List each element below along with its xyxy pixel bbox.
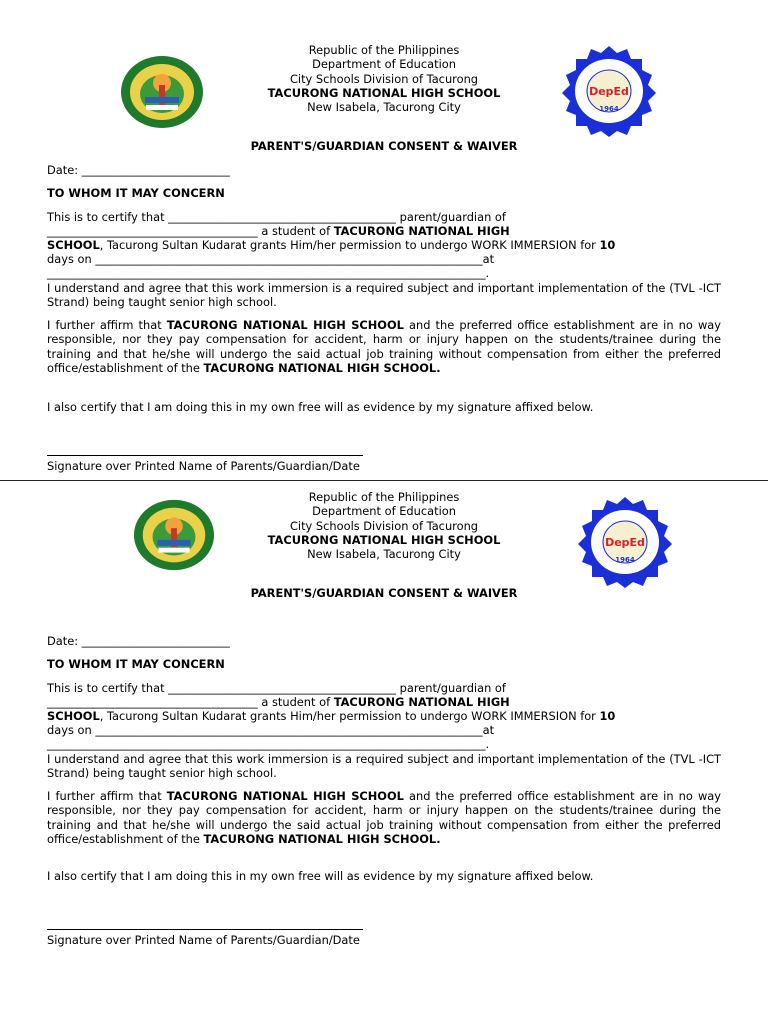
- affirm-body: and the preferred office establishment are in no way responsible, nor they pay compensation for accident, harm or injury happen on the students/trainee during the training and that he/she will undergo the said actual job training without compensation from either the preferred office/establishment of the: [47, 318, 721, 375]
- signature-label: Signature over Printed Name of Parents/Guardian/Date: [47, 459, 360, 473]
- header-line-department: Department of Education: [312, 504, 456, 519]
- blank-line: _____________________________________________________________________________.: [47, 266, 490, 280]
- affirm-body: and the preferred office establishment are in no way responsible, nor they pay compensation for accident, harm or injury happen on the students/trainee during the training and that he/she will undergo the said actual job training without compensation from either the preferred office/establishment of the: [47, 789, 721, 846]
- header-line-department: Department of Education: [312, 57, 456, 72]
- header-address: New Isabela, Tacurong City: [307, 547, 461, 562]
- affirm-paragraph: [47, 318, 721, 375]
- certify-line: This is to certify that ________________________________________ parent/guardian of: [47, 681, 506, 695]
- affirm-school-name: TACURONG NATIONAL HIGH SCHOOL: [166, 318, 404, 332]
- school-seal-year: 1964: [599, 105, 619, 113]
- free-will-statement: I also certify that I am doing this in my own free will as evidence by my signature affixed below.: [47, 869, 594, 883]
- school-seal-icon: [560, 45, 658, 137]
- affirm-intro: I further affirm that: [47, 789, 167, 803]
- affirm-school-name-end: TACURONG NATIONAL HIGH SCHOOL.: [203, 831, 441, 846]
- school-seal-icon: [576, 496, 674, 588]
- affirm-school-name-end: TACURONG NATIONAL HIGH SCHOOL.: [203, 360, 441, 375]
- school-seal-year: 1964: [615, 556, 635, 564]
- student-blank: _____________________________________ a student of: [47, 695, 334, 709]
- date-field: Date: __________________________: [47, 634, 230, 648]
- consent-form-top: [0, 0, 768, 478]
- header-school-name: TACURONG NATIONAL HIGH SCHOOL: [267, 532, 501, 547]
- affirm-school-name: TACURONG NATIONAL HIGH SCHOOL: [166, 789, 404, 803]
- student-line: [47, 224, 721, 238]
- free-will-statement: I also certify that I am doing this in my own free will as evidence by my signature affixed below.: [47, 400, 594, 414]
- days-number: 10: [599, 709, 616, 723]
- signature-line: [47, 929, 363, 930]
- consent-form-bottom: [0, 484, 768, 1024]
- understand-paragraph: I understand and agree that this work immersion is a required subject and important implementation of the (TVL -ICT Strand) being taught senior high school.: [47, 281, 721, 310]
- school-name-part1: TACURONG NATIONAL HIGH: [333, 224, 510, 238]
- header-line-republic: Republic of the Philippines: [308, 490, 460, 504]
- form-title: PARENT'S/GUARDIAN CONSENT & WAIVER: [250, 139, 518, 153]
- grants-line: [47, 238, 721, 252]
- student-line: [47, 695, 721, 709]
- header-line-republic: Republic of the Philippines: [308, 43, 460, 57]
- page-divider: [0, 480, 768, 481]
- salutation: TO WHOM IT MAY CONCERN: [47, 186, 225, 200]
- school-name-part2: SCHOOL: [47, 709, 100, 723]
- school-name-part2: SCHOOL: [47, 238, 100, 252]
- grants-line: [47, 709, 721, 723]
- salutation: TO WHOM IT MAY CONCERN: [47, 657, 225, 671]
- school-seal-emblem: DepEd: [605, 536, 645, 549]
- signature-line: [47, 455, 363, 456]
- affirm-paragraph: [47, 789, 721, 846]
- date-field: Date: __________________________: [47, 163, 230, 177]
- blank-line: _____________________________________________________________________________.: [47, 737, 490, 751]
- affirm-intro: I further affirm that: [47, 318, 167, 332]
- form-title: PARENT'S/GUARDIAN CONSENT & WAIVER: [250, 586, 518, 600]
- grants-text: , Tacurong Sultan Kudarat grants Him/her permission to undergo WORK IMMERSION for: [99, 709, 600, 723]
- signature-label: Signature over Printed Name of Parents/Guardian/Date: [47, 933, 360, 947]
- header-line-division: City Schools Division of Tacurong: [289, 71, 479, 86]
- grants-text: , Tacurong Sultan Kudarat grants Him/her permission to undergo WORK IMMERSION for: [99, 238, 600, 252]
- student-blank: _____________________________________ a student of: [47, 224, 334, 238]
- days-line: days on ____________________________________________________________________at: [47, 723, 495, 737]
- school-name-part1: TACURONG NATIONAL HIGH: [333, 695, 510, 709]
- days-line: days on ____________________________________________________________________at: [47, 252, 495, 266]
- days-number: 10: [599, 238, 616, 252]
- header-address: New Isabela, Tacurong City: [307, 100, 461, 115]
- header-line-division: City Schools Division of Tacurong: [289, 518, 479, 533]
- school-seal-emblem: DepEd: [589, 85, 629, 98]
- understand-paragraph: I understand and agree that this work immersion is a required subject and important implementation of the (TVL -ICT Strand) being taught senior high school.: [47, 752, 721, 781]
- certify-line: This is to certify that ________________________________________ parent/guardian of: [47, 210, 506, 224]
- header-school-name: TACURONG NATIONAL HIGH SCHOOL: [267, 85, 501, 100]
